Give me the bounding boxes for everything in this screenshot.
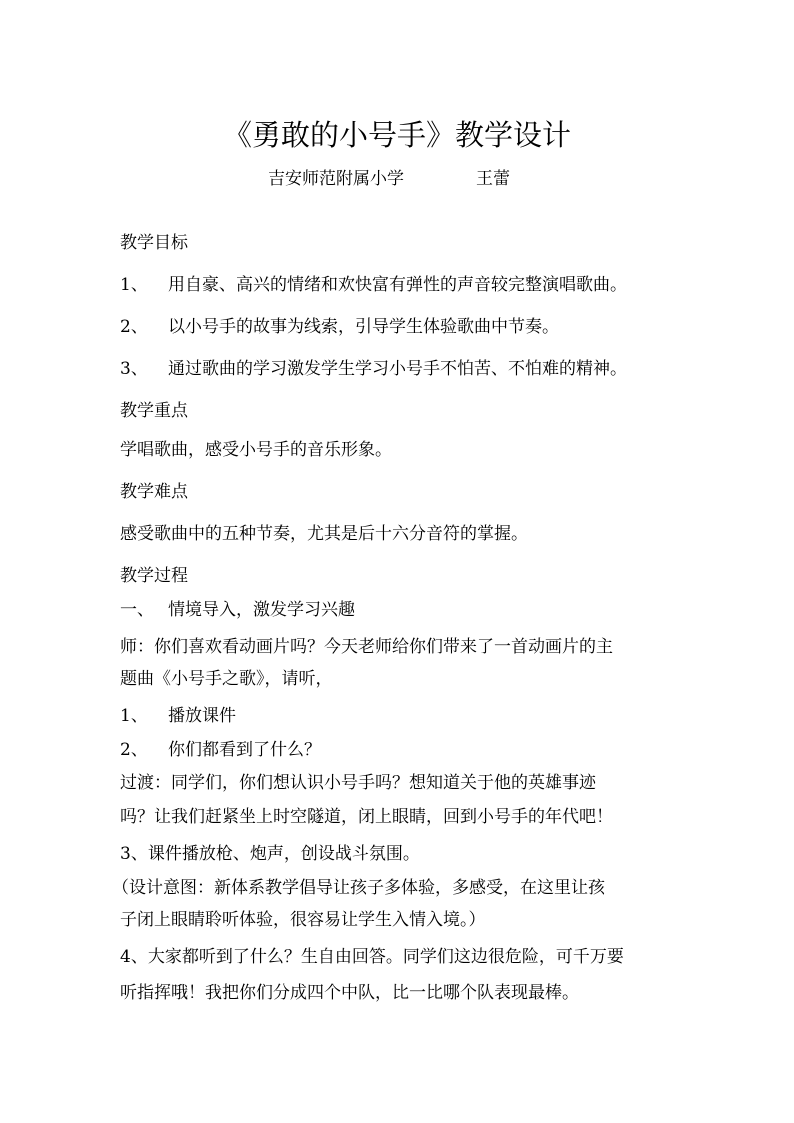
item-4-line-2: 听指挥哦！我把你们分成四个中队，比一比哪个队表现最棒。	[120, 983, 579, 1003]
goal-number: 3、	[120, 359, 148, 379]
item-text: 大家都听到了什么？生自由回答。同学们这边很危险，可千万要	[147, 947, 624, 967]
byline	[268, 166, 510, 192]
difficulty-heading: 教学难点	[120, 482, 188, 502]
item-number: 3、	[120, 844, 148, 864]
school-name: 吉安师范附属小学	[268, 169, 404, 189]
goal-number: 2、	[120, 317, 148, 337]
sub-item-number: 1、	[120, 706, 148, 726]
step-1	[120, 597, 355, 623]
teacher-line-1: 师：你们喜欢看动画片吗？今天老师给你们带来了一首动画片的主	[120, 637, 613, 657]
sub-item-number: 2、	[120, 740, 148, 760]
step-number: 一、	[120, 600, 154, 620]
goal-number: 1、	[120, 275, 148, 295]
transition-line-1: 过渡：同学们，你们想认识小号手吗？想知道关于他的英雄事迹	[120, 773, 596, 793]
sub-item-text: 你们都看到了什么？	[168, 740, 321, 760]
teacher-line-2: 题曲《小号手之歌》，请听，	[120, 669, 333, 689]
design-note-line-2: 子闭上眼睛聆听体验，很容易让学生入情入境。）	[120, 910, 486, 930]
sub-item-2	[120, 737, 321, 763]
sub-item-text: 播放课件	[168, 706, 236, 726]
goals-heading: 教学目标	[120, 233, 188, 253]
item-number: 4、	[120, 947, 148, 967]
sub-item-1	[120, 703, 236, 729]
item-text: 课件播放枪、炮声，创设战斗氛围。	[147, 844, 420, 864]
item-3	[120, 841, 420, 867]
goal-item-1	[120, 272, 627, 298]
goal-text: 以小号手的故事为线索，引导学生体验歌曲中节奏。	[168, 317, 559, 337]
step-text: 情境导入，激发学习兴趣	[168, 600, 355, 620]
goal-item-2	[120, 314, 559, 340]
process-heading: 教学过程	[120, 566, 188, 586]
goal-text: 通过歌曲的学习激发学生学习小号手不怕苦、不怕难的精神。	[168, 359, 627, 379]
transition-line-2: 吗？让我们赶紧坐上时空隧道，闭上眼睛，回到小号手的年代吧！	[120, 807, 613, 827]
document-title: 《勇敢的小号手》教学设计	[222, 118, 571, 152]
item-4-line-1	[120, 944, 624, 970]
goal-text: 用自豪、高兴的情绪和欢快富有弹性的声音较完整演唱歌曲。	[168, 275, 627, 295]
focus-heading: 教学重点	[120, 401, 188, 421]
focus-text: 学唱歌曲，感受小号手的音乐形象。	[120, 440, 392, 460]
author-name: 王蕾	[476, 169, 510, 189]
design-note-line-1: （设计意图：新体系教学倡导让孩子多体验，多感受，在这里让孩	[112, 878, 605, 898]
goal-item-3	[120, 356, 627, 382]
difficulty-text: 感受歌曲中的五种节奏，尤其是后十六分音符的掌握。	[120, 524, 528, 544]
